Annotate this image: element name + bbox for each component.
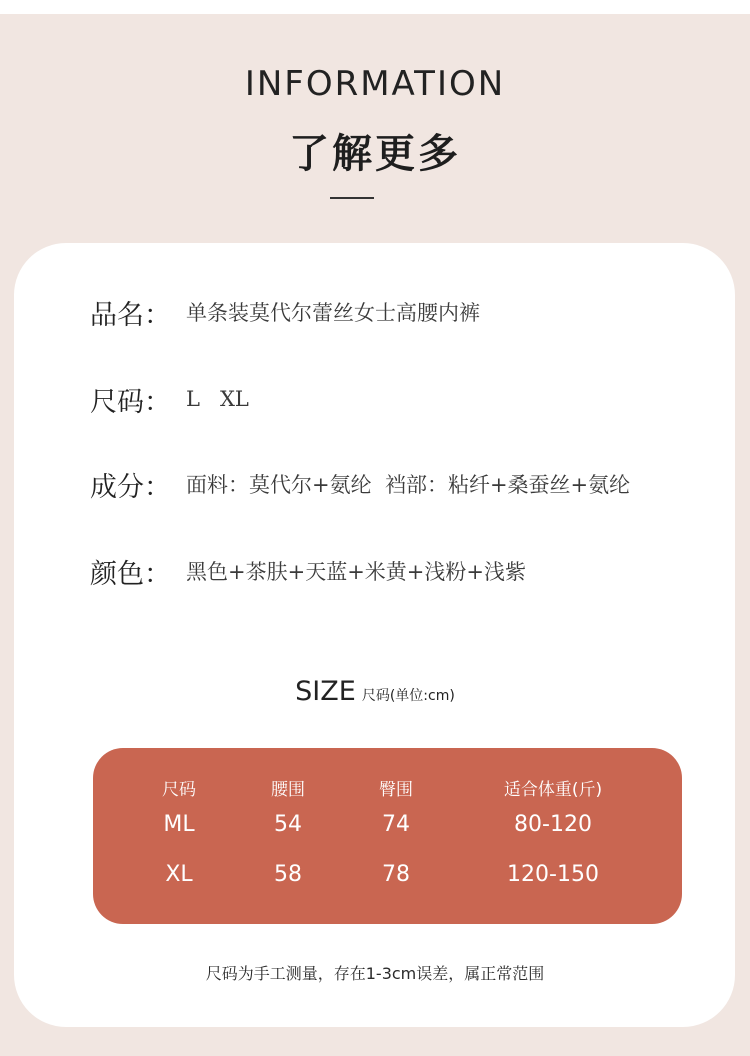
table-header-size: 尺码 xyxy=(162,780,196,800)
table-cell: 80-120 xyxy=(514,812,592,837)
info-value-material: 面料：莫代尔+氨纶 裆部：粘纤+桑蚕丝+氨纶 xyxy=(186,473,631,497)
table-header-waist: 腰围 xyxy=(271,780,305,800)
table-cell: 58 xyxy=(274,862,302,887)
info-row-name xyxy=(90,292,480,332)
table-cell: XL xyxy=(165,862,193,887)
info-value-size: L XL xyxy=(186,387,249,411)
info-value-color: 黑色+茶肤+天蓝+米黄+浅粉+浅紫 xyxy=(186,560,526,584)
table-cell: 74 xyxy=(382,812,410,837)
size-table xyxy=(93,748,682,924)
info-label-name: 品名： xyxy=(90,299,171,331)
info-label-size: 尺码： xyxy=(90,386,171,418)
info-row-color xyxy=(90,551,526,591)
header-divider xyxy=(330,197,374,199)
table-cell: 78 xyxy=(382,862,410,887)
size-heading-unit: 尺码(单位:cm) xyxy=(361,688,455,704)
header-title-en: INFORMATION xyxy=(244,64,506,104)
top-strip xyxy=(0,0,750,14)
table-header-hip: 臀围 xyxy=(379,780,413,800)
info-row-material xyxy=(90,464,630,504)
table-cell: 54 xyxy=(274,812,302,837)
info-row-size xyxy=(90,379,249,419)
header-title-cn: 了解更多 xyxy=(289,131,461,177)
table-cell: ML xyxy=(163,812,195,837)
size-heading-title: SIZE xyxy=(295,676,356,707)
info-label-material: 成分： xyxy=(90,471,171,503)
info-value-name: 单条装莫代尔蕾丝女士高腰内裤 xyxy=(186,301,480,325)
measurement-note: 尺码为手工测量，存在1-3cm误差，属正常范围 xyxy=(205,964,545,983)
size-heading xyxy=(0,676,750,707)
table-header-weight: 适合体重(斤) xyxy=(503,780,603,800)
table-cell: 120-150 xyxy=(507,862,599,887)
info-label-color: 颜色： xyxy=(90,558,171,590)
